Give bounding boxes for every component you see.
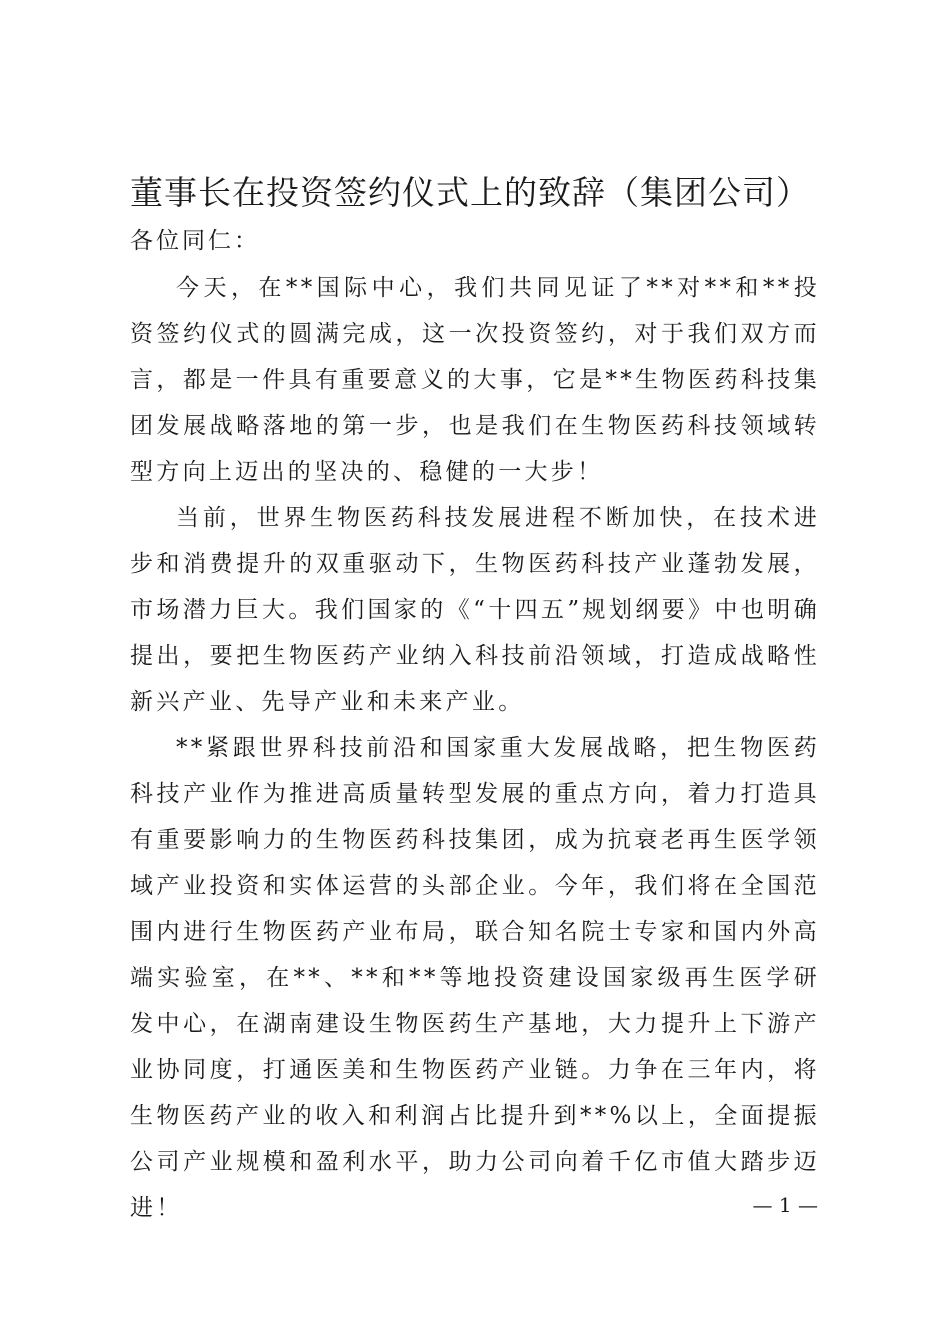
salutation: 各位同仁： [130, 228, 260, 254]
paragraph: **紧跟世界科技前沿和国家重大发展战略，把生物医药科技产业作为推进高质量转型发展的重点方向，着力打造具有重要影响力的生物医药科技集团，成为抗衰老再生医学领域产业投资和实体运营的头部企业。今年，我们将在全国范围内进行生物医药产业布局，联合知名院士专家和国内外高端实验室，在**、**和**等地投资建设国家级再生医学研发中心，在湖南建设生物医药生产基地，大力提升上下游产业协同度，打通医美和生物医药产业链。力争在三年内，将生物医药产业的收入和利润占比提升到**%以上，全面提振公司产业规模和盈利水平，助力公司向着千亿市值大踏步迈进！ [130, 735, 820, 1221]
body-text [130, 265, 820, 1231]
paragraph: 今天，在**国际中心，我们共同见证了**对**和**投资签约仪式的圆满完成，这一次投资签约，对于我们双方而言，都是一件具有重要意义的大事，它是**生物医药科技集团发展战略落地的第一步，也是我们在生物医药科技领域转型方向上迈出的坚决的、稳健的一大步！ [130, 275, 820, 485]
page-number: — 1 — [752, 1193, 818, 1217]
paragraph: 当前，世界生物医药科技发展进程不断加快，在技术进步和消费提升的双重驱动下，生物医药科技产业蓬勃发展，市场潜力巨大。我们国家的《“十四五”规划纲要》中也明确提出，要把生物医药产业纳入科技前沿领域，打造成战略性新兴产业、先导产业和未来产业。 [130, 505, 820, 715]
document-title: 董事长在投资签约仪式上的致辞（集团公司） [130, 173, 810, 212]
